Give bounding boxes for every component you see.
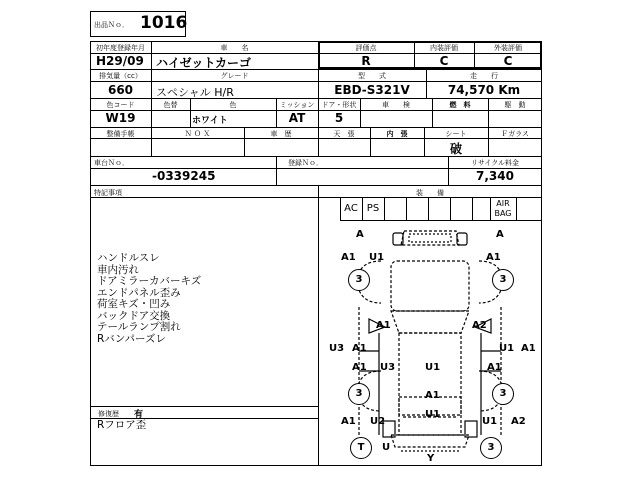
mark-hood-a1: A1 — [376, 320, 391, 331]
mark-hood-a2: A2 — [472, 320, 487, 331]
mark-roof-a1: A1 — [352, 362, 367, 373]
mark-rl-u2: U2 — [370, 416, 386, 427]
mileage-value: 74,570 Km — [447, 83, 521, 97]
fuel-label: 燃 料 — [449, 101, 471, 109]
interior-value: C — [439, 54, 449, 68]
mark-circle-fr: 3 — [492, 269, 514, 291]
mark-rl-a1: A1 — [341, 416, 356, 427]
mark-u-bottom: U — [382, 442, 391, 453]
mark-fl-u1: U1 — [369, 252, 385, 263]
doors-label: ドア・形状 — [321, 101, 357, 109]
car-name-value: ハイゼットカーゴ — [156, 56, 252, 70]
note-line: Rバンパーズレ — [97, 332, 167, 345]
reg-no-label: 登録Ｎｏ． — [288, 159, 323, 167]
score-label: 評価点 — [355, 44, 377, 52]
nox-label: Ｎ Ｏ Ｘ — [184, 130, 211, 138]
mark-left-a1: A1 — [352, 343, 367, 354]
mark-rr-u1: U1 — [482, 416, 498, 427]
mark-circle-rl: 3 — [348, 383, 370, 405]
equipment-label: 装 備 — [416, 189, 444, 197]
lot-number: 1016 — [140, 13, 188, 33]
car-name-label: 車 名 — [220, 44, 249, 52]
mark-circle-3b: 3 — [480, 437, 502, 459]
first-reg-value: H29/09 — [96, 54, 144, 68]
mark-right-u1: U1 — [499, 343, 515, 354]
interior-label: 内装評価 — [430, 44, 458, 52]
mark-circle-rr: 3 — [492, 383, 514, 405]
mark-rr-a2: A2 — [511, 416, 526, 427]
model-value: EBD-S321V — [334, 83, 410, 97]
displacement-value: 660 — [107, 83, 134, 97]
fglass-label: Ｆガラス — [501, 130, 529, 138]
recycle-label: リサイクル料金 — [470, 159, 520, 167]
color-num-label: 色替 — [163, 101, 178, 109]
mark-rear-u1: U1 — [425, 409, 441, 420]
color-value: ホワイト — [192, 116, 228, 126]
equipment-bag: BAG — [494, 209, 512, 218]
mark-roof-u3: U3 — [380, 362, 396, 373]
transmission-label: ミッション — [279, 101, 315, 109]
exterior-label: 外装評価 — [494, 44, 522, 52]
mark-mid-a1: A1 — [425, 390, 440, 401]
drive-label: 駆 動 — [504, 101, 526, 109]
mark-front-left: A — [356, 229, 364, 240]
notes-list — [97, 253, 201, 345]
equipment-ac: AC — [344, 203, 358, 214]
maintenance-label: 整備手帳 — [106, 130, 135, 138]
grade-label: グレード — [220, 72, 249, 80]
first-reg-label: 初年度登録年月 — [96, 44, 145, 52]
repair-value: 有 — [134, 410, 144, 420]
chassis-label: 車台Ｎｏ． — [94, 159, 129, 167]
color-label: 色 — [229, 101, 237, 109]
chassis-value: -0339245 — [152, 169, 216, 183]
note-line: エンドパネル歪み — [97, 286, 181, 299]
lot-number-label: 出品Ｎｏ． — [94, 21, 129, 29]
mileage-label: 走 行 — [470, 72, 498, 80]
inspection-label: 車 検 — [382, 101, 410, 109]
note-line: 車内汚れ — [97, 263, 139, 276]
history-label: 車 歴 — [270, 130, 292, 138]
model-label: 型 式 — [358, 72, 386, 80]
mark-roof-a1b: A1 — [487, 362, 502, 373]
repair-note: Rフロア歪 — [97, 419, 147, 431]
score-value: R — [361, 54, 371, 68]
equipment-ps: PS — [366, 203, 380, 214]
grade-value: スペシャル H/R — [156, 86, 234, 99]
note-line: 荷室キズ・凹み — [97, 298, 171, 310]
mark-fl-a1: A1 — [341, 252, 356, 263]
mark-roof-u1: U1 — [425, 362, 441, 373]
mark-circle-fl: 3 — [348, 269, 370, 291]
mark-left-u3: U3 — [329, 343, 345, 354]
note-line: テールランプ割れ — [97, 321, 181, 333]
mark-front-right: A — [496, 229, 504, 240]
note-line: ハンドルスレ — [97, 252, 160, 264]
doors-value: 5 — [334, 111, 344, 125]
color-code-value: W19 — [105, 111, 136, 125]
mark-right-a1: A1 — [521, 343, 536, 354]
notes-label: 特記事項 — [94, 189, 122, 197]
equipment-air: AIR — [496, 199, 510, 208]
displacement-label: 排気量（cc） — [99, 72, 142, 80]
seat-label: シート — [445, 130, 467, 138]
exterior-value: C — [503, 54, 513, 68]
recycle-value: 7,340 — [476, 169, 514, 183]
mark-circle-t: T — [350, 437, 372, 459]
color-code-label: 色コード — [106, 101, 135, 109]
mark-fr-a1: A1 — [486, 252, 501, 263]
note-line: バックドア交換 — [97, 309, 171, 322]
sunroof-label: 天 張 — [333, 130, 355, 138]
note-line: ドアミラーカバーキズ — [97, 275, 202, 287]
mark-y-bottom: Y — [427, 453, 435, 464]
seat-value: 破 — [449, 142, 462, 156]
interior2-label: 内 張 — [386, 130, 408, 138]
transmission-value: AT — [288, 111, 306, 125]
repair-label: 修復歴 — [98, 410, 119, 418]
